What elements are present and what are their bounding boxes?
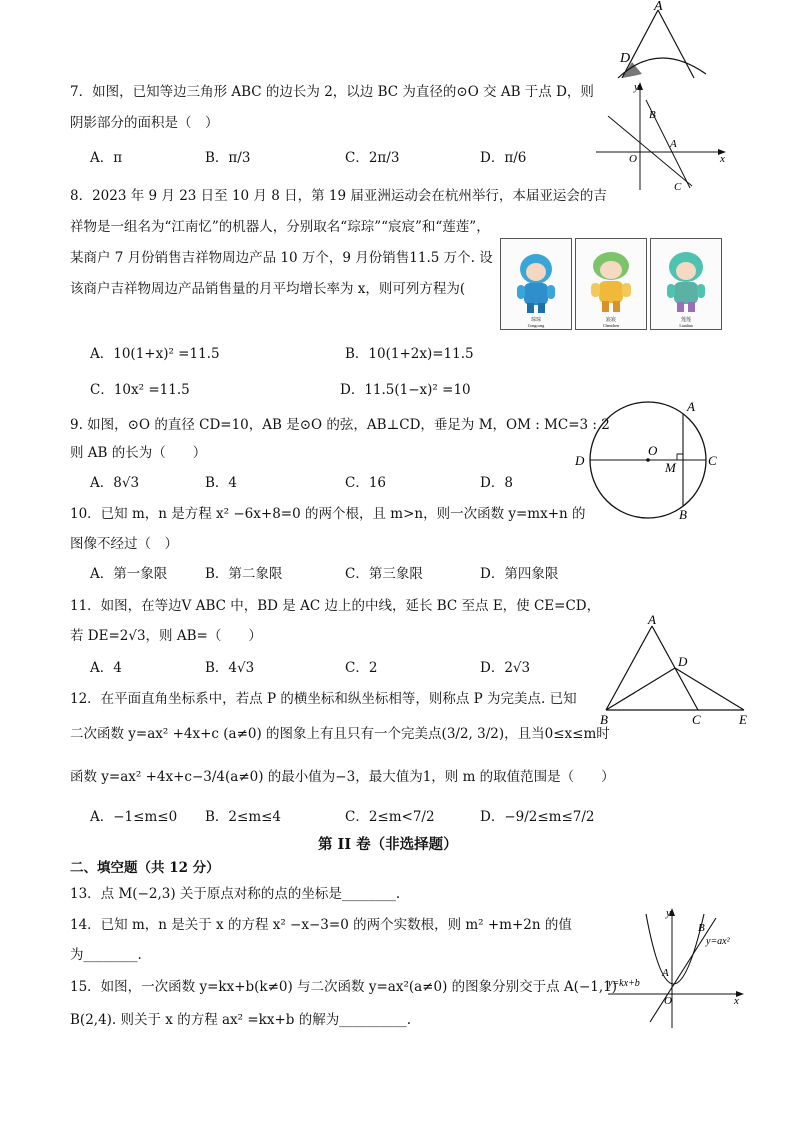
q10-option-c: C．第三象限 xyxy=(345,566,423,582)
q8-option-d: D．11.5(1−x)² =10 xyxy=(340,382,471,398)
mascot-pinyin-chenchen: Chenchen xyxy=(603,323,619,328)
q12-stem-line2 xyxy=(70,725,610,743)
mascot-name-congcong: 琮琮 xyxy=(530,318,542,323)
q8-stem-line2: 祥物是一组名为“江南忆”的机器人，分别取名“琮琮”“宸宸”和“莲莲”， xyxy=(70,219,490,235)
q9-label-b: B xyxy=(679,507,687,522)
q9-option-c: C．16 xyxy=(345,475,387,491)
q11-label-c: C xyxy=(692,712,701,727)
q14-stem-line2: 为________. xyxy=(70,947,142,963)
q14-stem-line1: 14．已知 m，n 是关于 x 的方程 x² −x−3=0 的两个实数根，则 m² +m+2n 的值 xyxy=(70,917,572,933)
q9-label-d: D xyxy=(575,453,585,468)
q9-option-a: A．8√3 xyxy=(90,475,140,491)
q15-stem-line2: B(2,4). 则关于 x 的方程 ax² =kx+b 的解为__________. xyxy=(70,1012,411,1028)
q9-option-b: B．4 xyxy=(205,475,238,491)
q10-option-d: D．第四象限 xyxy=(480,566,559,582)
q15-label-y: y xyxy=(666,907,671,919)
q10-label-b: B xyxy=(649,109,656,121)
q12-option-a: A．−1≤m≤0 xyxy=(90,809,178,825)
q8-stem-line4: 该商户吉祥物周边产品销售量的月平均增长率为 x，则可列方程为( xyxy=(70,281,466,297)
q7-option-d: D．π/6 xyxy=(480,150,527,166)
q15-label-line: y=kx+b xyxy=(608,978,640,989)
q12-perfect-point: (3/2, 3/2) xyxy=(441,726,505,742)
q11-label-b: B xyxy=(600,712,608,727)
q9-label-c: C xyxy=(708,453,717,468)
q8-option-a: A．10(1+x)² =11.5 xyxy=(90,346,220,362)
q15-label-parabola: y=ax² xyxy=(706,936,730,947)
q9-label-m: M xyxy=(665,460,676,475)
q12-option-d: D．−9/2≤m≤7/2 xyxy=(480,809,595,825)
q10-label-a: A xyxy=(670,138,677,150)
q10-label-c: C xyxy=(674,181,682,193)
q12-fraction: 3/4 xyxy=(203,769,226,785)
mascot-image-congcong xyxy=(500,238,572,330)
q8-option-c: C．10x² =11.5 xyxy=(90,382,190,398)
q11-label-d: D xyxy=(678,654,688,669)
q9-label-a: A xyxy=(687,399,695,414)
q7-option-b: B．π/3 xyxy=(205,150,251,166)
q8-stem-line3: 某商户 7 月份销售吉祥物周边产品 10 万个，9 月份销售11.5 万个. 设 xyxy=(70,250,493,266)
q11-figure xyxy=(592,612,762,730)
q8-stem-line1: 8．2023 年 9 月 23 日至 10 月 8 日，第 19 届亚洲运动会在杭州举行，本届亚运会的吉 xyxy=(70,188,607,204)
q12-option-b: B．2≤m≤4 xyxy=(205,809,282,825)
q11-label-a: A xyxy=(648,612,656,627)
q10-label-x: x xyxy=(720,153,725,165)
q7-figure xyxy=(608,0,718,80)
q10-stem-line1: 10．已知 m，n 是方程 x² −6x+8=0 的两个根，且 m>n，则一次函数 y=mx+n 的 xyxy=(70,506,586,522)
q7-label-a: A xyxy=(654,0,663,14)
q10-figure xyxy=(594,80,734,195)
q11-option-b: B．4√3 xyxy=(205,660,255,676)
q11-stem-line1: 11．如图，在等边V ABC 中，BD 是 AC 边上的中线，延长 BC 至点 E，使 CE=CD， xyxy=(70,598,601,614)
q15-label-b: B xyxy=(698,922,705,934)
q9-option-d: D．8 xyxy=(480,475,513,491)
q11-option-a: A．4 xyxy=(90,660,122,676)
q7-stem-line1: 7．如图，已知等边三角形 ABC 的边长为 2，以边 BC 为直径的⊙O 交 AB 于点 D，则 xyxy=(70,84,594,100)
q15-label-a: A xyxy=(662,967,669,979)
q11-option-c: C．2 xyxy=(345,660,378,676)
q10-option-a: A．第一象限 xyxy=(90,566,168,582)
q11-option-d: D．2√3 xyxy=(480,660,531,676)
q15-figure xyxy=(604,904,754,1030)
mascot-pinyin-congcong: Congcong xyxy=(527,323,545,328)
q10-stem-line2: 图像不经过（ ） xyxy=(70,536,178,552)
q9-label-o: O xyxy=(648,443,658,458)
mascot-name-lianlian: 莲莲 xyxy=(680,318,692,323)
mascot-image-lianlian xyxy=(650,238,722,330)
q9-stem-line2: 则 AB 的长为（ ） xyxy=(70,445,207,461)
q15-label-x: x xyxy=(734,995,739,1007)
q12-option-c: C．2≤m<7/2 xyxy=(345,809,435,825)
q12-stem-line2-part2: ，且当0≤x≤m时 xyxy=(504,726,610,742)
q12-stem-line3-part2: (a≠0) 的最小值为−3，最大值为1，则 m 的取值范围是（ ） xyxy=(225,769,615,785)
mascot-name-chenchen: 宸宸 xyxy=(605,318,617,323)
q11-label-e: E xyxy=(739,712,747,727)
q10-label-o: O xyxy=(629,153,637,165)
fill-in-part-heading: 二、填空题（共 12 分） xyxy=(70,860,220,876)
q12-stem-line3-part1: 函数 y=ax² +4x+c− xyxy=(70,769,204,785)
q12-stem-line1: 12．在平面直角坐标系中，若点 P 的横坐标和纵坐标相等，则称点 P 为完美点. 已知 xyxy=(70,691,577,707)
q7-option-c: C．2π/3 xyxy=(345,150,400,166)
q7-label-d: D xyxy=(620,51,631,66)
q9-stem-line1: 9. 如图，⊙O 的直径 CD=10，AB 是⊙O 的弦，AB⊥CD，垂足为 M，OM : MC=3 : 2 xyxy=(70,417,610,433)
mascot-pinyin-lianlian: Lianlian xyxy=(679,323,693,328)
q9-figure xyxy=(570,395,730,525)
q10-label-y: y xyxy=(634,81,639,93)
q13-stem: 13．点 M(−2,3) 关于原点对称的点的坐标是________. xyxy=(70,886,401,902)
q7-option-a: A．π xyxy=(90,150,123,166)
q15-stem-line1: 15．如图，一次函数 y=kx+b(k≠0) 与二次函数 y=ax²(a≠0) 的图象分别交于点 A(−1,1) xyxy=(70,979,617,995)
section2-heading: 第 II 卷（非选择题） xyxy=(318,836,458,853)
mascot-image-chenchen xyxy=(575,238,647,330)
q7-stem-line2: 阴影部分的面积是（ ） xyxy=(70,115,219,131)
q15-label-o: O xyxy=(664,995,672,1007)
q11-stem-line2: 若 DE=2√3，则 AB=（ ） xyxy=(70,628,262,644)
q12-stem-line3 xyxy=(70,768,615,786)
q8-option-b: B．10(1+2x)=11.5 xyxy=(345,346,474,362)
q10-option-b: B．第二象限 xyxy=(205,566,283,582)
q12-stem-line2-part1: 二次函数 y=ax² +4x+c (a≠0) 的图象上有且只有一个完美点 xyxy=(70,726,442,742)
